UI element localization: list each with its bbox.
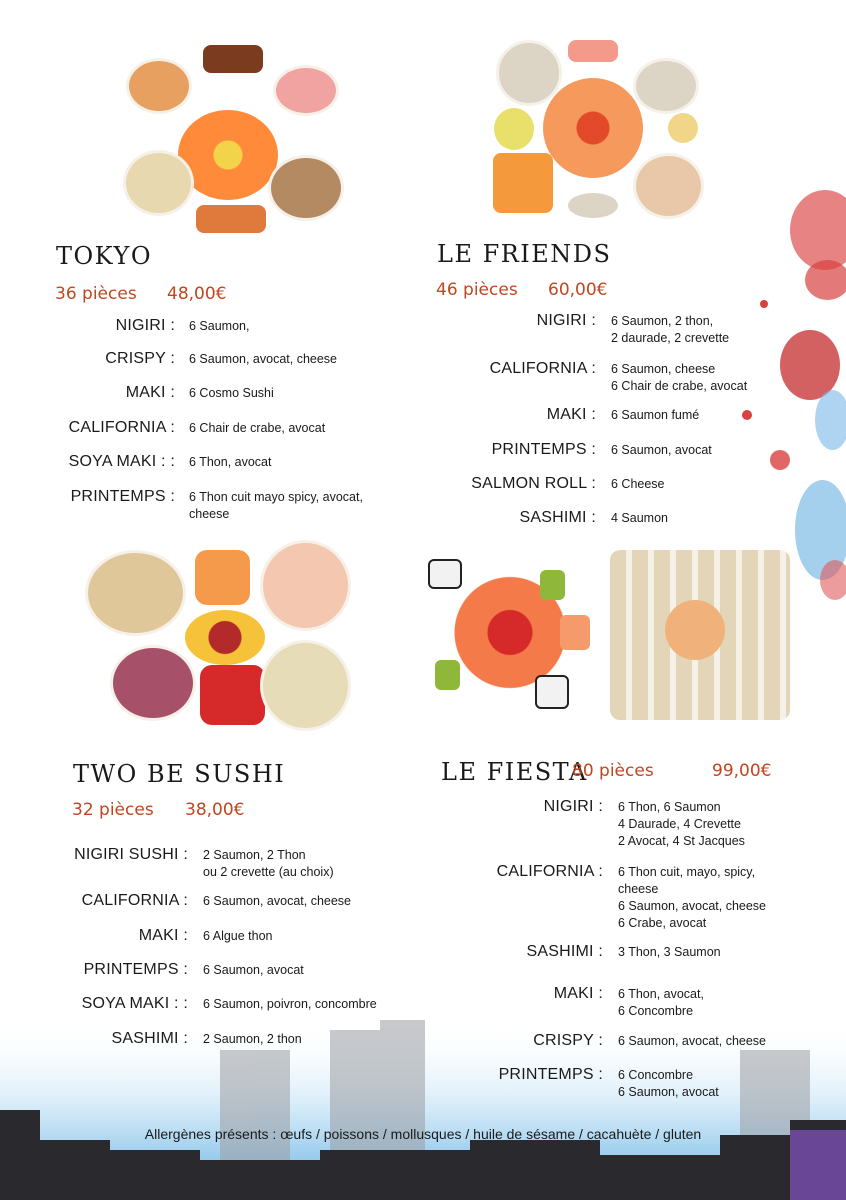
fiesta-item-value: 6 Saumon, avocat, cheese xyxy=(618,1034,767,1048)
fiesta-item-value: 6 Thon, 6 Saumon xyxy=(618,800,721,814)
tokyo-item-label: CRISPY : xyxy=(105,350,175,367)
friends-item-value: 6 Cheese xyxy=(611,477,665,491)
fiesta-price: 99,00€ xyxy=(712,761,772,781)
fiesta-item-label: SASHIMI : xyxy=(526,943,603,960)
fiesta-platter-photo xyxy=(410,545,795,725)
friends-item-label: CALIFORNIA : xyxy=(489,360,596,377)
fiesta-item-label: PRINTEMPS : xyxy=(498,1066,603,1083)
tokyo-item-value: 6 Cosmo Sushi xyxy=(189,386,274,400)
fiesta-item-value: 6 Thon cuit, mayo, spicy, xyxy=(618,865,756,879)
tokyo-title: TOKYO xyxy=(56,242,152,270)
friends-item-value: 6 Saumon, 2 thon, xyxy=(611,314,714,328)
friends-item-label: PRINTEMPS : xyxy=(491,441,596,458)
twobe-item-label: NIGIRI SUSHI : xyxy=(74,846,188,863)
friends-title: LE FRIENDS xyxy=(437,240,612,268)
twobe-item-value: 6 Saumon, avocat xyxy=(203,963,304,977)
fiesta-item-value: 6 Thon, avocat, xyxy=(618,987,704,1001)
friends-item-label: SALMON ROLL : xyxy=(471,475,596,492)
tokyo-platter-photo xyxy=(118,40,343,235)
fiesta-item-value: 6 Concombre xyxy=(618,1004,694,1018)
twobe-item-value: ou 2 crevette (au choix) xyxy=(203,865,334,879)
twobe-item-value: 6 Saumon, avocat, cheese xyxy=(203,894,352,908)
twobe-platter-photo xyxy=(85,540,350,730)
tokyo-item-label: NIGIRI : xyxy=(115,317,175,334)
friends-item-label: NIGIRI : xyxy=(536,312,596,329)
fiesta-item-value: cheese xyxy=(618,882,659,896)
twobe-item-value: 2 Saumon, 2 Thon xyxy=(203,848,306,862)
tokyo-item-value: cheese xyxy=(189,507,230,521)
tokyo-price: 48,00€ xyxy=(167,284,227,304)
fiesta-item-value: 2 Avocat, 4 St Jacques xyxy=(618,834,745,848)
fiesta-item-value: 6 Saumon, avocat, cheese xyxy=(618,899,767,913)
tokyo-item-value: 6 Thon, avocat xyxy=(189,455,272,469)
tokyo-item-label: CALIFORNIA : xyxy=(68,419,175,436)
fiesta-item-value: 3 Thon, 3 Saumon xyxy=(618,945,721,959)
friends-item-label: MAKI : xyxy=(546,406,596,423)
allergens-footer: Allergènes présents : œufs / poissons / mollusques / huile de sésame / cacahuète / gluten xyxy=(144,1126,702,1142)
friends-item-value: 6 Chair de crabe, avocat xyxy=(611,379,748,393)
twobe-item-label: SOYA MAKI : : xyxy=(81,995,188,1012)
tokyo-item-label: PRINTEMPS : xyxy=(70,488,175,505)
fiesta-item-label: CRISPY : xyxy=(533,1032,603,1049)
fiesta-title: LE FIESTA xyxy=(441,758,588,786)
tokyo-piece-count: 36 pièces xyxy=(55,284,137,304)
fiesta-item-value: 6 Saumon, avocat xyxy=(618,1085,719,1099)
fiesta-item-label: CALIFORNIA : xyxy=(496,863,603,880)
friends-item-value: 2 daurade, 2 crevette xyxy=(611,331,730,345)
twobe-price: 38,00€ xyxy=(185,800,245,820)
fiesta-item-value: 6 Crabe, avocat xyxy=(618,916,707,930)
twobe-item-value: 6 Saumon, poivron, concombre xyxy=(203,997,377,1011)
friends-price: 60,00€ xyxy=(548,280,608,300)
twobe-piece-count: 32 pièces xyxy=(72,800,154,820)
twobe-item-label: SASHIMI : xyxy=(111,1030,188,1047)
friends-item-label: SASHIMI : xyxy=(519,509,596,526)
friends-item-value: 6 Saumon fumé xyxy=(611,408,700,422)
friends-item-value: 6 Saumon, cheese xyxy=(611,362,716,376)
twobe-item-label: PRINTEMPS : xyxy=(83,961,188,978)
tokyo-item-value: 6 Saumon, xyxy=(189,319,250,333)
twobe-title: TWO BE SUSHI xyxy=(73,760,286,788)
fiesta-item-label: NIGIRI : xyxy=(543,798,603,815)
twobe-item-value: 2 Saumon, 2 thon xyxy=(203,1032,302,1046)
fiesta-item-value: 4 Daurade, 4 Crevette xyxy=(618,817,741,831)
friends-platter-photo xyxy=(488,38,703,223)
friends-item-value: 4 Saumon xyxy=(611,511,668,525)
tokyo-item-label: SOYA MAKI : : xyxy=(68,453,175,470)
friends-item-value: 6 Saumon, avocat xyxy=(611,443,712,457)
fiesta-item-label: MAKI : xyxy=(553,985,603,1002)
twobe-item-value: 6 Algue thon xyxy=(203,929,273,943)
fiesta-piece-count: 80 pièces xyxy=(572,761,654,781)
friends-piece-count: 46 pièces xyxy=(436,280,518,300)
twobe-item-label: CALIFORNIA : xyxy=(81,892,188,909)
tokyo-item-value: 6 Thon cuit mayo spicy, avocat, xyxy=(189,490,363,504)
twobe-item-label: MAKI : xyxy=(138,927,188,944)
fiesta-item-value: 6 Concombre xyxy=(618,1068,694,1082)
tokyo-item-value: 6 Saumon, avocat, cheese xyxy=(189,352,338,366)
tokyo-item-value: 6 Chair de crabe, avocat xyxy=(189,421,326,435)
tokyo-item-label: MAKI : xyxy=(125,384,175,401)
